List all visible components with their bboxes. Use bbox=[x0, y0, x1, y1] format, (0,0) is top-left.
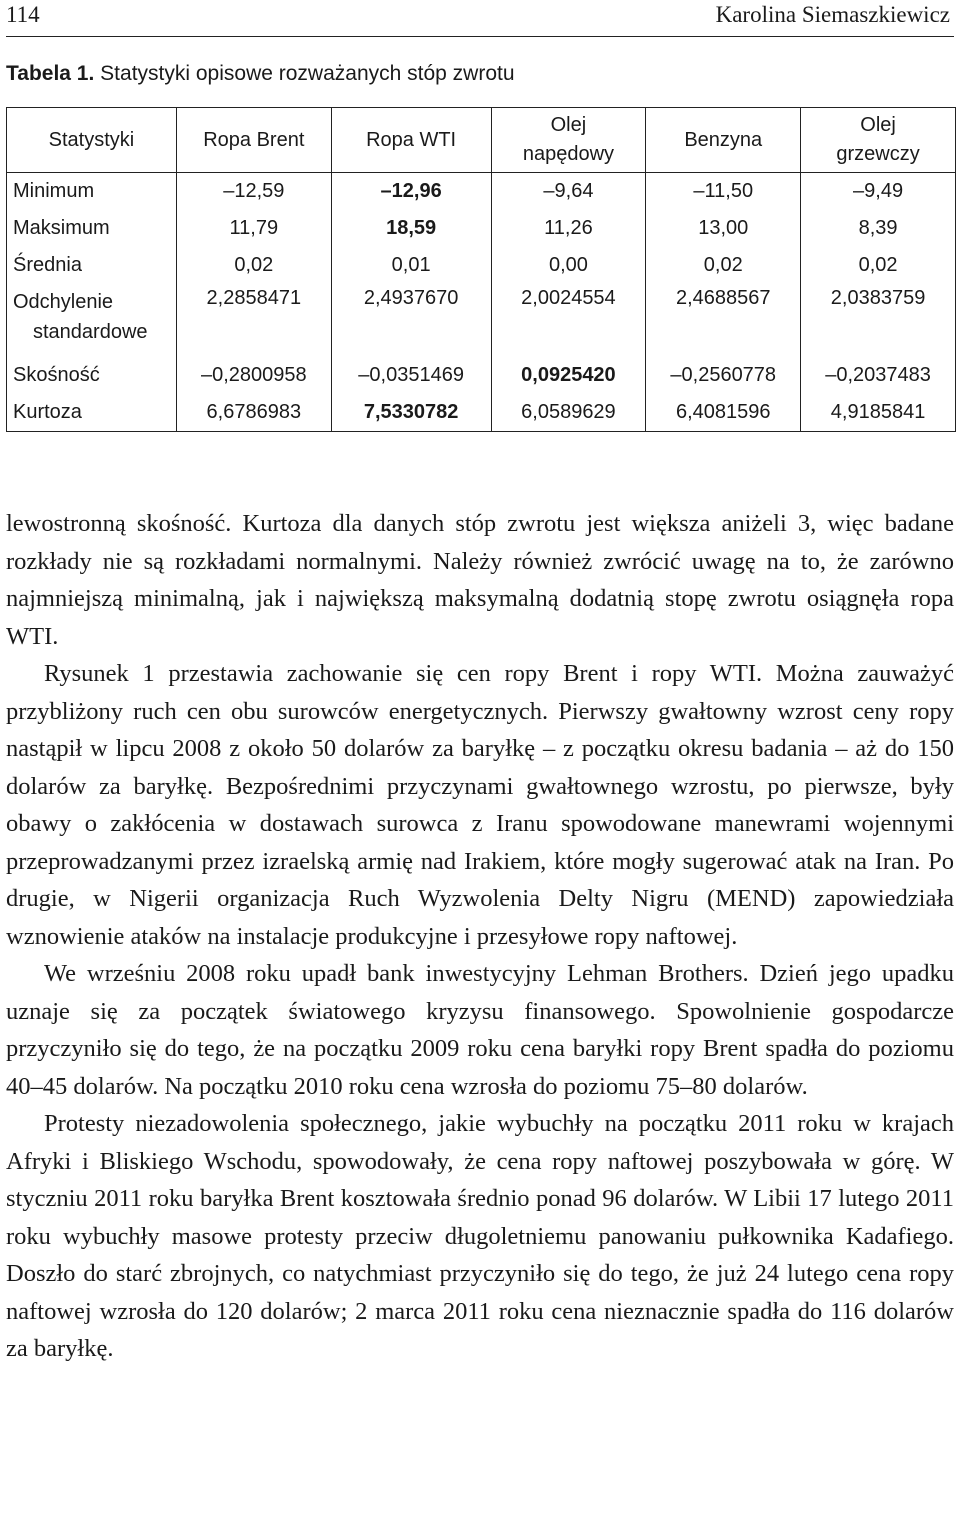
table-cell: 6,6786983 bbox=[176, 394, 331, 432]
row-label: Maksimum bbox=[7, 210, 177, 247]
row-label: Skośność bbox=[7, 357, 177, 394]
table-cell: –9,49 bbox=[801, 173, 956, 211]
paragraph: Rysunek 1 przestawia zachowanie się cen ropy Brent i ropy WTI. Można zauważyć przybliżony ruch cen obu surowców energetycznych. Pierwszy gwałtowny wzrost ceny ropy nastąpił w lipcu 2008 z około 50 dolarów za baryłkę – z początku okresu badania – aż do 150 dolarów za baryłkę. Bezpośrednimi przyczynami gwałtownego wzrostu, po pierwsze, były obawy o zakłócenia w dostawach surowca z Iranu spowodowane manewrami wojennymi przeprowadzanymi przez izraelską armię nad Irakiem, które mogły sugerować atak na Iran. Po drugie, w Nigerii organizacja Ruch Wyzwolenia Delty Nigru (MEND) zapowiedziała wznowienie ataków na instalacje produkcyjne i przesyłowe ropy naftowej. bbox=[6, 660, 954, 950]
table-cell: –12,59 bbox=[176, 173, 331, 211]
table-header-row bbox=[7, 108, 956, 173]
row-label: Minimum bbox=[7, 173, 177, 211]
table-row bbox=[7, 357, 956, 394]
page-header bbox=[6, 0, 954, 37]
table-row bbox=[7, 247, 956, 284]
table-row bbox=[7, 394, 956, 432]
table-cell: 7,5330782 bbox=[331, 394, 491, 432]
table-cell: 11,79 bbox=[176, 210, 331, 247]
table-cell: 6,4081596 bbox=[646, 394, 801, 432]
table-cell: 4,9185841 bbox=[801, 394, 956, 432]
table-cell: –0,2800958 bbox=[176, 357, 331, 394]
statistics-table bbox=[6, 107, 956, 432]
table-cell: 2,4937670 bbox=[331, 284, 491, 357]
table-cell: 0,02 bbox=[801, 247, 956, 284]
column-header-statystyki: Statystyki bbox=[7, 108, 177, 173]
table-cell: 0,01 bbox=[331, 247, 491, 284]
table-row bbox=[7, 210, 956, 247]
table-cell: –0,0351469 bbox=[331, 357, 491, 394]
table-cell: 13,00 bbox=[646, 210, 801, 247]
table-cell: 2,4688567 bbox=[646, 284, 801, 357]
page-number: 114 bbox=[6, 2, 40, 27]
column-header-olej-grzewczy: Olej grzewczy bbox=[801, 108, 956, 173]
table-cell: –12,96 bbox=[331, 173, 491, 211]
table-cell: –0,2037483 bbox=[801, 357, 956, 394]
column-header-ropa-brent: Ropa Brent bbox=[176, 108, 331, 173]
body-text bbox=[6, 505, 954, 1368]
table-cell: 6,0589629 bbox=[491, 394, 646, 432]
table-cell: –11,50 bbox=[646, 173, 801, 211]
column-header-olej-napedowy: Olej napędowy bbox=[491, 108, 646, 173]
column-header-benzyna: Benzyna bbox=[646, 108, 801, 173]
table-cell: –0,2560778 bbox=[646, 357, 801, 394]
row-label: Średnia bbox=[7, 247, 177, 284]
table-row bbox=[7, 173, 956, 211]
row-label: Odchylenie standardowe bbox=[7, 284, 177, 357]
table-cell: 8,39 bbox=[801, 210, 956, 247]
running-head: Karolina Siemaszkiewicz bbox=[715, 2, 950, 27]
table-cell: 2,2858471 bbox=[176, 284, 331, 357]
table-cell: 0,02 bbox=[176, 247, 331, 284]
table-cell: 11,26 bbox=[491, 210, 646, 247]
table-cell: 18,59 bbox=[331, 210, 491, 247]
table-cell: 0,0925420 bbox=[491, 357, 646, 394]
column-header-ropa-wti: Ropa WTI bbox=[331, 108, 491, 173]
table-cell: –9,64 bbox=[491, 173, 646, 211]
table-cell: 2,0383759 bbox=[801, 284, 956, 357]
table-row bbox=[7, 284, 956, 357]
paragraph: Protesty niezadowolenia społecznego, jakie wybuchły na początku 2011 roku w krajach Afryki i Bliskiego Wschodu, spowodowały, że cena ropy naftowej poszybowała w górę. W styczniu 2011 roku baryłka Brent kosztowała średnio ponad 96 dolarów. W Libii 17 lutego 2011 roku wybuchły masowe protesty przeciw długoletniemu panowaniu pułkownika Kadafiego. Doszło do starć zbrojnych, co natychmiast przyczyniło się do tego, że już 24 lutego cena ropy naftowej wzrosła do 120 dolarów; 2 marca 2011 roku cena nieznacznie spadła do 116 dolarów za baryłkę. bbox=[6, 1110, 954, 1362]
paragraph: We wrześniu 2008 roku upadł bank inwestycyjny Lehman Brothers. Dzień jego upadku uznaje się za początek światowego kryzysu finansowego. Spowolnienie gospodarcze przyczyniło się do tego, że na początku 2009 roku cena baryłki ropy Brent spadła do poziomu 40–45 dolarów. Na początku 2010 roku cena wzrosła do poziomu 75–80 dolarów. bbox=[6, 960, 954, 1100]
table-caption bbox=[6, 62, 515, 86]
row-label: Kurtoza bbox=[7, 394, 177, 432]
table-caption-label: Tabela 1. bbox=[6, 62, 95, 85]
table-cell: 0,02 bbox=[646, 247, 801, 284]
table-caption-text: Statystyki opisowe rozważanych stóp zwrotu bbox=[100, 62, 515, 85]
table-cell: 2,0024554 bbox=[491, 284, 646, 357]
table-cell: 0,00 bbox=[491, 247, 646, 284]
paragraph-continuation: lewostronną skośność. Kurtoza dla danych stóp zwrotu jest większa aniżeli 3, więc badane rozkłady nie są rozkładami normalnymi. Należy również zwrócić uwagę na to, że zarówno najmniejszą minimalną, jak i największą maksymalną dodatnią stopę zwrotu osiągnęła ropa WTI. bbox=[6, 510, 954, 650]
